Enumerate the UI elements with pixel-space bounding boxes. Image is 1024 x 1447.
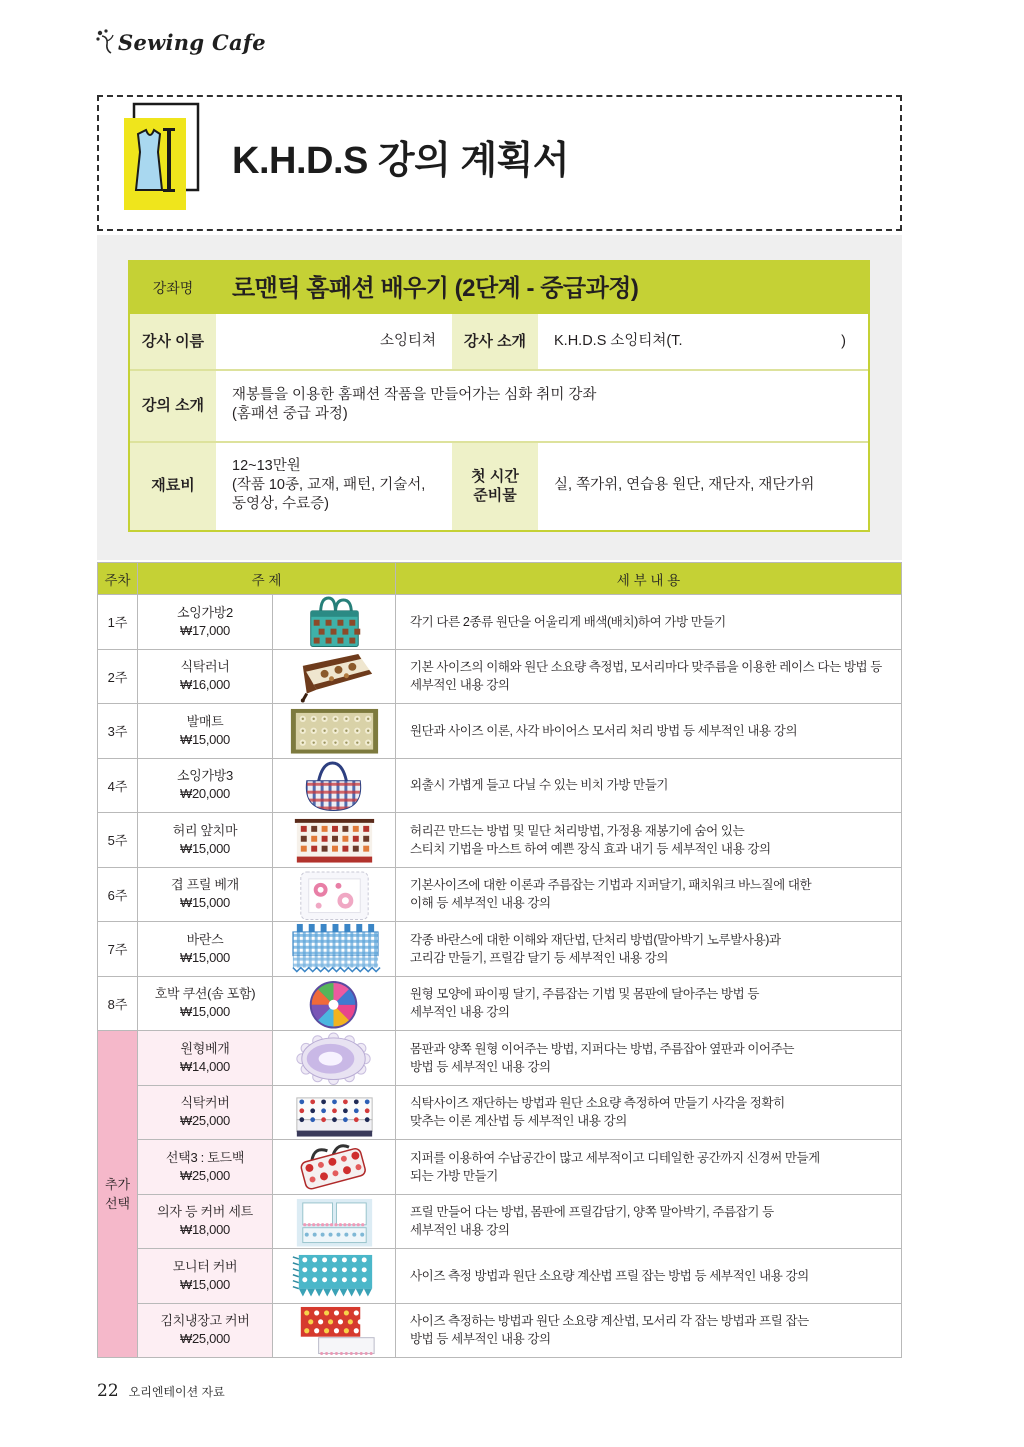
detail-line: 방법 등 세부적인 내용 강의	[410, 1332, 551, 1347]
topic-price: ₩20,000	[180, 786, 230, 802]
topic-price: ₩16,000	[180, 677, 230, 693]
page-footer	[97, 1381, 225, 1401]
topic-cell	[138, 650, 273, 705]
first-class-label-line: 준비물	[473, 486, 517, 504]
detail-line: 식탁사이즈 재단하는 방법과 원단 소요량 측정하여 만들기 사각을 정확히	[410, 1096, 785, 1111]
week-cell: 3주	[98, 704, 138, 759]
topic-name: 발매트	[186, 713, 224, 729]
first-class-items: 실, 쪽가위, 연습용 원단, 재단자, 재단가위	[538, 441, 868, 530]
header-detail: 세 부 내 용	[396, 563, 902, 595]
instructor-intro-cell	[538, 314, 868, 369]
sewing-cafe-logo	[94, 24, 266, 60]
detail-line: 세부적인 내용 강의	[410, 678, 510, 693]
topic-name: 모니터 커버	[172, 1258, 238, 1274]
footer-label: 오리엔테이션 자료	[128, 1385, 225, 1399]
plaid-bag-photo	[273, 759, 395, 813]
detail-cell	[396, 595, 902, 650]
logo-text: Sewing Cafe	[118, 29, 266, 55]
topic-cell	[138, 595, 273, 650]
topic-price: ₩18,000	[180, 1222, 230, 1238]
kimchi-fridge-cover-photo	[273, 1304, 395, 1358]
material-fee-line: 동영상, 수료증)	[232, 496, 329, 512]
topic-name: 의자 등 커버 세트	[157, 1204, 253, 1220]
photo-cell	[273, 595, 396, 650]
extra-selection-cell	[98, 1031, 138, 1358]
detail-line: 기본사이즈에 대한 이론과 주름잡는 기법과 지퍼달기, 패치워크 바느질에 대한	[410, 878, 812, 893]
detail-cell	[396, 650, 902, 705]
instructor-name-cell	[216, 314, 452, 369]
detail-line: 세부적인 내용 강의	[410, 1223, 510, 1238]
photo-cell	[273, 1195, 396, 1250]
detail-line: 프릴 만들어 다는 방법, 몸판에 프릴감담기, 양쪽 말아박기, 주름잡기 등	[410, 1205, 774, 1220]
detail-cell	[396, 922, 902, 977]
topic-cell	[138, 922, 273, 977]
topic-cell	[138, 868, 273, 923]
course-intro-line: (홈패션 중급 과정)	[232, 406, 348, 422]
detail-line: 기본 사이즈의 이해와 원단 소요량 측정법, 모서리마다 맞주름을 이용한 레이스 다는 방법 등	[410, 660, 882, 675]
page-number: 22	[97, 1381, 119, 1401]
topic-price: ₩15,000	[180, 1276, 230, 1292]
detail-cell	[396, 1249, 902, 1304]
schedule-table	[97, 562, 902, 1358]
photo-cell	[273, 868, 396, 923]
chair-cover-set-photo	[273, 1195, 395, 1249]
topic-cell	[138, 813, 273, 868]
detail-line: 원단과 사이즈 이론, 사각 바이어스 모서리 처리 방법 등 세부적인 내용 강의	[410, 723, 798, 738]
pumpkin-cushion-photo	[273, 977, 395, 1031]
instructor-intro-label: 강사 소개	[452, 314, 538, 369]
photo-cell	[273, 1249, 396, 1304]
topic-price: ₩15,000	[180, 731, 230, 747]
topic-cell	[138, 759, 273, 814]
detail-line: 허리끈 만드는 방법 및 밑단 처리방법, 가정용 재봉기에 숨어 있는	[410, 823, 745, 838]
topic-cell	[138, 1140, 273, 1195]
detail-cell	[396, 759, 902, 814]
detail-cell	[396, 813, 902, 868]
first-class-label-line: 첫 시간	[471, 467, 519, 485]
topic-price: ₩15,000	[180, 840, 230, 856]
extra-selection-label: 추가	[104, 1177, 131, 1192]
detail-cell	[396, 1031, 902, 1086]
photo-cell	[273, 813, 396, 868]
teal-tote-bag-photo	[273, 595, 395, 649]
header-week: 주차	[98, 563, 138, 595]
photo-cell	[273, 1304, 396, 1359]
course-intro-label: 강의 소개	[130, 369, 216, 441]
course-intro-line: 재봉틀을 이용한 홈패션 작품을 만들어가는 심화 취미 강좌	[232, 387, 597, 403]
topic-price: ₩25,000	[180, 1167, 230, 1183]
week-cell: 8주	[98, 977, 138, 1032]
topic-price: ₩17,000	[180, 622, 230, 638]
apron-photo	[273, 813, 395, 867]
detail-cell	[396, 704, 902, 759]
course-name: 로맨틱 홈패션 배우기 (2단계 - 중급과정)	[216, 262, 868, 314]
first-class-label	[452, 441, 538, 530]
detail-line: 각기 다른 2종류 원단을 어울리게 배색(배치)하여 가방 만들기	[410, 614, 726, 629]
detail-cell	[396, 868, 902, 923]
topic-name: 호박 쿠션(솜 포함)	[154, 986, 256, 1002]
detail-line: 스티치 기법을 마스트 하여 예쁜 장식 효과 내기 등 세부적인 내용 강의	[410, 841, 771, 856]
topic-cell	[138, 1086, 273, 1141]
topic-price: ₩15,000	[180, 895, 230, 911]
topic-name: 허리 앞치마	[172, 822, 238, 838]
topic-name: 식탁러너	[180, 659, 230, 675]
detail-line: 지퍼를 이용하여 수납공간이 많고 세부적이고 디테일한 공간까지 신경써 만들게	[410, 1150, 820, 1165]
week-cell: 7주	[98, 922, 138, 977]
photo-cell	[273, 704, 396, 759]
topic-name: 식탁커버	[180, 1095, 230, 1111]
detail-cell	[396, 1140, 902, 1195]
header-topic: 주 제	[138, 563, 396, 595]
topic-price: ₩15,000	[180, 949, 230, 965]
topic-name: 소잉가방2	[177, 604, 233, 620]
photo-cell	[273, 977, 396, 1032]
topic-name: 겹 프릴 베개	[171, 877, 239, 893]
detail-cell	[396, 1304, 902, 1359]
dress-pattern-ruler-icon	[120, 100, 204, 216]
topic-cell	[138, 1304, 273, 1359]
photo-cell	[273, 1086, 396, 1141]
detail-cell	[396, 977, 902, 1032]
material-fee	[216, 441, 452, 530]
week-cell: 4주	[98, 759, 138, 814]
detail-line: 방법 등 세부적인 내용 강의	[410, 1059, 551, 1074]
topic-price: ₩15,000	[180, 1004, 230, 1020]
topic-name: 원형베개	[180, 1040, 230, 1056]
material-fee-line: (작품 10종, 교재, 패턴, 기술서,	[232, 477, 426, 493]
detail-line: 고리감 만들기, 프릴감 달기 등 세부적인 내용 강의	[410, 950, 669, 965]
topic-name: 김치냉장고 커버	[160, 1313, 250, 1329]
table-runner-photo	[273, 650, 395, 704]
detail-line: 몸판과 양쪽 원형 이어주는 방법, 지퍼다는 방법, 주름잡아 옆판과 이어주는	[410, 1041, 795, 1056]
topic-cell	[138, 1249, 273, 1304]
extra-selection-label: 선택	[104, 1196, 131, 1211]
detail-line: 되는 가방 만들기	[410, 1168, 498, 1183]
topic-name: 소잉가방3	[177, 768, 233, 784]
topic-cell	[138, 1031, 273, 1086]
detail-line: 사이즈 측정하는 방법과 원단 소요량 계산법, 모서리 각 잡는 방법과 프릴 잡는	[410, 1314, 809, 1329]
week-cell: 2주	[98, 650, 138, 705]
valance-photo	[273, 922, 395, 976]
topic-cell	[138, 1195, 273, 1250]
material-fee-label: 재료비	[130, 441, 216, 530]
week-cell: 6주	[98, 868, 138, 923]
topic-name: 바란스	[186, 931, 224, 947]
flower-swirl-icon	[94, 27, 116, 57]
page-title: K.H.D.S 강의 계획서	[232, 140, 570, 182]
detail-line: 사이즈 측정 방법과 원단 소요량 계산법 프릴 잡는 방법 등 세부적인 내용 강의	[410, 1268, 809, 1283]
topic-price: ₩25,000	[180, 1113, 230, 1129]
instructor-intro-close: )	[841, 333, 846, 349]
week-cell: 1주	[98, 595, 138, 650]
table-cover-photo	[273, 1086, 395, 1140]
photo-cell	[273, 1031, 396, 1086]
photo-cell	[273, 759, 396, 814]
topic-name: 선택3 : 토드백	[165, 1149, 245, 1165]
course-intro	[216, 369, 868, 441]
course-name-label: 강좌명	[130, 262, 216, 314]
frill-pillow-photo	[273, 868, 395, 922]
instructor-name-label: 강사 이름	[130, 314, 216, 369]
detail-line: 외출시 가볍게 들고 다닐 수 있는 비치 가방 만들기	[410, 778, 669, 793]
instructor-name: 소잉티쳐	[379, 333, 436, 349]
topic-price: ₩14,000	[180, 1058, 230, 1074]
instructor-intro: K.H.D.S 소잉티쳐(T.	[554, 333, 683, 349]
detail-line: 세부적인 내용 강의	[410, 1005, 510, 1020]
detail-line: 각종 바란스에 대한 이해와 재단법, 단처리 방법(말아박기 노루발사용)과	[410, 932, 781, 947]
monitor-cover-photo	[273, 1249, 395, 1303]
detail-line: 맞추는 이론 계산법 등 세부적인 내용 강의	[410, 1114, 627, 1129]
week-cell: 5주	[98, 813, 138, 868]
detail-cell	[396, 1195, 902, 1250]
bath-mat-photo	[273, 704, 395, 758]
detail-cell	[396, 1086, 902, 1141]
topic-price: ₩25,000	[180, 1331, 230, 1347]
detail-line: 이해 등 세부적인 내용 강의	[410, 896, 551, 911]
topic-cell	[138, 977, 273, 1032]
detail-line: 원형 모양에 파이핑 달기, 주름잡는 기법 및 몸판에 달아주는 방법 등	[410, 987, 760, 1002]
course-info-table	[128, 260, 870, 532]
topic-cell	[138, 704, 273, 759]
material-fee-line: 12~13만원	[232, 458, 301, 474]
photo-cell	[273, 650, 396, 705]
photo-cell	[273, 1140, 396, 1195]
red-tote-bag-photo	[273, 1140, 395, 1194]
round-pillow-photo	[273, 1031, 395, 1085]
photo-cell	[273, 922, 396, 977]
